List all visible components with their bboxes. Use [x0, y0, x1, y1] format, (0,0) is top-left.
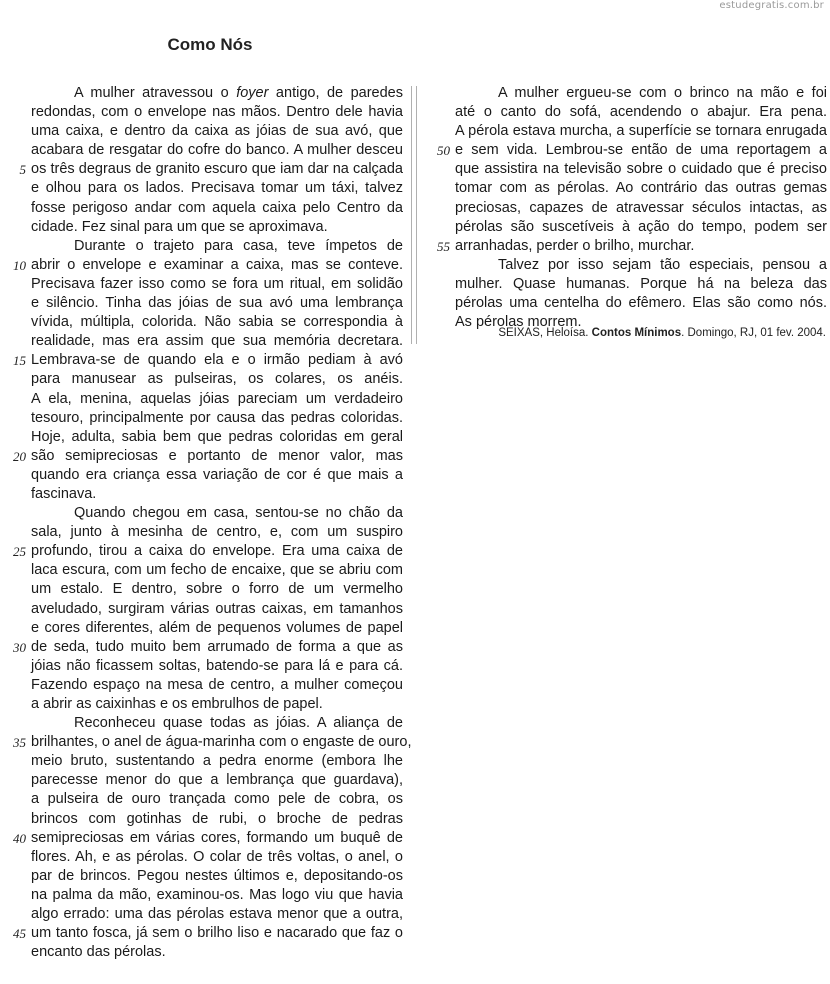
line-text: Quando chegou em casa, sentou-se no chão da [74, 505, 403, 522]
line-text: Fazendo espaço na mesa de centro, a mulher começou [31, 676, 403, 693]
line-text: e sem vida. Lembrou-se então de uma reportagem a [455, 142, 827, 159]
line-text: para manusear as pulseiras, os colares, os anéis. [31, 371, 403, 388]
line-text: brilhantes, o anel de água-marinha com o engaste de ouro, [31, 734, 412, 751]
text-line [455, 103, 827, 122]
line-text: a abrir as caixinhas e os embrulhos de papel. [31, 696, 323, 712]
line-text: de seda, tudo muito bem arrumado de forma a que as [31, 638, 403, 655]
text-line [31, 810, 403, 829]
line-text: que assistira na televisão sobre o cuidado que é preciso [455, 161, 827, 178]
text-line [455, 275, 827, 294]
italic-text: foyer [236, 85, 269, 101]
source-rest: . Domingo, RJ, 01 fev. 2004. [681, 327, 826, 339]
line-text: arranhadas, perder o brilho, murchar. [455, 237, 695, 254]
text-line [455, 141, 827, 160]
text-line [31, 924, 403, 943]
text-line [31, 580, 403, 599]
line-text: sala, junto à mesinha de centro, e, com um suspiro [31, 524, 403, 541]
column-divider [411, 86, 417, 344]
text-line [31, 752, 403, 771]
line-text: fascinava. [31, 485, 97, 502]
text-line [31, 218, 403, 237]
text-line [455, 294, 827, 313]
line-text: cidade. Fez sinal para um que se aproximava. [31, 218, 328, 235]
text-line [31, 619, 403, 638]
line-text: semipreciosas em várias cores, formando um buquê de [31, 829, 403, 846]
line-text: parecesse menor do que a lembrança que guardava), [31, 772, 403, 789]
line-number: 15 [13, 353, 26, 369]
line-text: Durante o trajeto para casa, teve ímpetos de [74, 237, 403, 254]
text-line [31, 390, 403, 409]
text-line [31, 294, 403, 313]
text-line [31, 561, 403, 580]
line-text: Lembrava-se de quando ela e o irmão pediam à avó [31, 352, 403, 369]
text-line [31, 313, 403, 332]
line-number: 45 [13, 926, 26, 942]
text-line [31, 84, 403, 103]
line-text: Precisava fazer isso como se fora um ritual, em solidão [31, 275, 403, 292]
text-line [31, 199, 403, 218]
line-text: pérolas são suscetíveis à ação do tempo, podem ser [455, 218, 827, 235]
line-text: aveludado, surgiram várias outras caixas, em tamanhos [31, 600, 403, 617]
text-line [31, 466, 403, 485]
line-text: um tanto fosca, já sem o brilho liso e nacarado que faz o [31, 925, 403, 942]
text-line [31, 676, 403, 695]
text-line [31, 409, 403, 428]
line-text: preciosas, capazes de atravessar séculos intactas, as [455, 199, 827, 216]
line-text: são semipreciosas e portanto de menor valor, mas [31, 447, 403, 464]
line-text: A mulher ergueu-se com o brinco na mão e foi [498, 85, 827, 101]
line-text: fosse perigoso andar com aquela caixa pelo Centro da [31, 199, 403, 216]
line-number: 5 [19, 162, 26, 178]
line-number: 50 [437, 143, 450, 159]
line-text: quando era criança essa variação de cor é que mais a [31, 466, 403, 483]
source-author: SEIXAS, Heloísa. [498, 327, 592, 339]
text-line [31, 351, 403, 370]
text-line [31, 504, 403, 523]
line-number: 30 [13, 639, 26, 655]
text-line [455, 160, 827, 179]
line-text: A mulher atravessou o [74, 85, 237, 101]
text-line [455, 122, 827, 141]
text-line [31, 160, 403, 179]
text-line [455, 84, 827, 103]
line-text: par de brincos. Pegou nestes últimos e, depositando-os [31, 867, 403, 884]
text-line [31, 905, 403, 924]
line-text: jóias não ficassem soltas, batendo-se para lá e para cá. [31, 657, 403, 674]
source-work: Contos Mínimos [591, 327, 682, 339]
line-text: algo errado: uma das pérolas estava menor que a outra, [31, 906, 403, 923]
line-text: As pérolas morrem. [455, 314, 582, 331]
text-line [455, 199, 827, 218]
text-line [31, 275, 403, 294]
text-line [455, 237, 827, 256]
line-text: tesouro, principalmente por causa das pedras coloridas. [31, 409, 403, 426]
text-line [31, 600, 403, 619]
line-text: realidade, mas era assim que sua memória decretara. [31, 333, 403, 350]
text-line [31, 428, 403, 447]
text-line [31, 103, 403, 122]
line-text: tomar com as pérolas. Ao contrário das outras gemas [455, 180, 827, 197]
line-text: vívida, múltipla, colorida. Não sabia se correspondia à [31, 314, 403, 331]
line-text: redondas, com o envelope nas mãos. Dentro dele havia [31, 104, 403, 121]
page-title: Como Nós [167, 35, 253, 54]
text-line [455, 218, 827, 237]
text-line [31, 332, 403, 351]
text-line [31, 485, 403, 504]
text-line [31, 771, 403, 790]
line-text: Talvez por isso sejam tão especiais, pensou a [498, 256, 827, 273]
text-line [31, 237, 403, 256]
line-text: meio bruto, sustentando a pedra enorme (embora lhe [31, 753, 403, 770]
line-number: 55 [437, 238, 450, 254]
text-line [31, 695, 403, 714]
text-line [31, 867, 403, 886]
text-line [31, 714, 403, 733]
line-text: encanto das pérolas. [31, 944, 166, 961]
text-line [31, 886, 403, 905]
text-line [31, 638, 403, 657]
line-text: e silêncio. Tinha das jóias de sua avó uma lembrança [31, 295, 403, 312]
text-line [31, 370, 403, 389]
text-line [31, 141, 403, 160]
text-line [31, 447, 403, 466]
text-column-left [31, 84, 412, 962]
text-line [31, 733, 412, 752]
line-text: Reconheceu quase todas as jóias. A aliança de [74, 715, 403, 732]
line-text: na palma da mão, examinou-os. Mas logo viu que havia [31, 886, 403, 903]
line-text: uma caixa, e dentro da caixa as jóias de sua avó, que [31, 123, 403, 140]
line-text: mulher. Quase humanas. Porque há na beleza das [455, 275, 827, 292]
line-text: profundo, tirou a caixa do envelope. Era uma caixa de [31, 543, 403, 560]
line-text: acabara de resgatar do cofre do banco. A mulher desceu [31, 142, 403, 159]
line-text: os três degraus de granito escuro que iam dar na calçada [31, 161, 403, 178]
line-text: A ela, menina, aquelas jóias pareciam um verdadeiro [31, 390, 403, 407]
line-text: brincos com gotinhas de rubi, o broche de pedras [31, 810, 403, 827]
text-line [31, 542, 403, 561]
line-number: 10 [13, 257, 26, 273]
line-number: 25 [13, 544, 26, 560]
text-line [31, 657, 403, 676]
text-column-right [455, 84, 827, 332]
text-line [31, 829, 403, 848]
text-line [31, 179, 403, 198]
line-text: até o canto do sofá, acendendo o abajur. Era pena. [455, 104, 827, 121]
line-text: pérolas uma centelha do efêmero. Elas são como nós. [455, 295, 827, 312]
text-line [31, 848, 403, 867]
line-text: e olhou para os lados. Precisava tomar um táxi, talvez [31, 180, 403, 197]
line-text: antigo, de paredes [268, 85, 403, 101]
line-text: e cores diferentes, além de pequenos volumes de papel [31, 619, 403, 636]
text-line [31, 256, 403, 275]
text-line [455, 256, 827, 275]
source-citation [498, 327, 826, 339]
line-number: 20 [13, 448, 26, 464]
line-text: um estalo. E dentro, sobre o forro de um vermelho [31, 581, 403, 598]
line-number: 40 [13, 830, 26, 846]
text-line [455, 179, 827, 198]
line-text: Hoje, adulta, sabia bem que pedras coloridas em geral [31, 428, 403, 445]
line-text: A pérola estava murcha, a superfície se tornara enrugada [455, 123, 827, 140]
line-text: a pulseira de ouro trançada como pele de cobra, os [31, 791, 403, 808]
text-line [31, 122, 403, 141]
line-text: laca escura, com um fecho de encaixe, que se abriu com [31, 562, 403, 579]
line-number: 35 [13, 735, 26, 751]
line-text: abrir o envelope e examinar a caixa, mas se conteve. [31, 256, 403, 273]
text-line [31, 790, 403, 809]
text-line [31, 523, 403, 542]
text-line [31, 943, 403, 962]
line-text: flores. Ah, e as pérolas. O colar de três voltas, o anel, o [31, 848, 403, 865]
watermark: estudegratis.com.br [719, 0, 824, 11]
